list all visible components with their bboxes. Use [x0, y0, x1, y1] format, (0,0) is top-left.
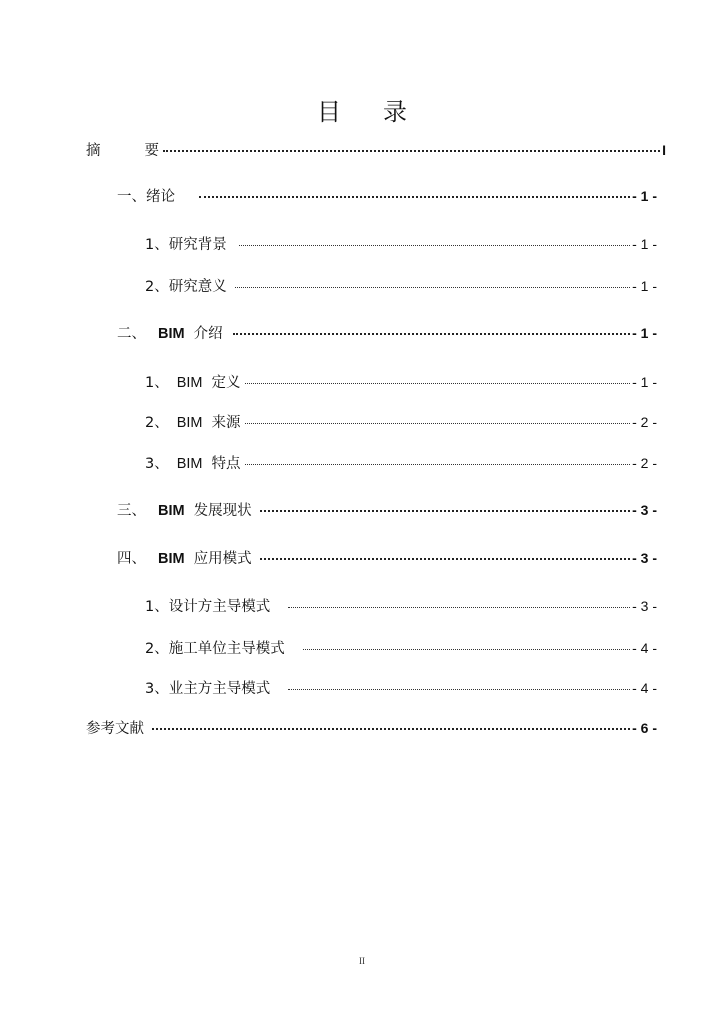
toc-leader-dots	[239, 233, 630, 249]
toc-entry-label: 参考文献	[86, 721, 144, 737]
toc-entry-label: 2、施工单位主导模式	[145, 641, 285, 657]
toc-entry-label: 3、 BIM 特点	[145, 456, 241, 472]
toc-title	[0, 92, 724, 127]
toc-page-number: - 1 -	[632, 325, 657, 341]
toc-leader-dots	[288, 595, 630, 611]
toc-leader-dots	[245, 452, 631, 468]
toc-title-char-1: 目	[317, 98, 341, 126]
toc-entry-bim-features[interactable]	[145, 452, 657, 474]
toc-page-number: - 3 -	[632, 598, 657, 614]
toc-page-number: I	[662, 142, 666, 158]
toc-entry-label: 2、 BIM 来源	[145, 415, 241, 431]
toc-leader-dots	[199, 185, 630, 201]
toc-leader-dots	[245, 411, 631, 427]
toc-entry-abstract[interactable]	[86, 139, 666, 161]
toc-page-number: - 1 -	[632, 188, 657, 204]
toc-entry-bim-introduction[interactable]	[117, 322, 657, 344]
toc-entry-bim-application[interactable]	[117, 547, 657, 569]
toc-page-number: - 1 -	[632, 236, 657, 252]
toc-leader-dots	[288, 677, 630, 693]
toc-leader-dots	[303, 637, 630, 653]
toc-page-number: - 4 -	[632, 640, 657, 656]
toc-entry-label: 四、 BIM 应用模式	[117, 551, 252, 567]
toc-page-number: - 3 -	[632, 550, 657, 566]
toc-entry-bim-development[interactable]	[117, 499, 657, 521]
toc-entry-contractor-led-mode[interactable]	[145, 637, 657, 659]
toc-page-number: - 3 -	[632, 502, 657, 518]
toc-entry-label: 1、设计方主导模式	[145, 599, 271, 615]
toc-entry-research-significance[interactable]	[145, 275, 657, 297]
toc-leader-dots	[260, 547, 631, 563]
toc-leader-dots	[235, 275, 630, 291]
toc-entry-label: 一、绪论	[117, 189, 175, 205]
toc-entry-research-background[interactable]	[145, 233, 657, 255]
toc-page-number: - 4 -	[632, 680, 657, 696]
toc-entry-designer-led-mode[interactable]	[145, 595, 657, 617]
toc-leader-dots	[260, 499, 631, 515]
toc-entry-label: 1、研究背景	[145, 237, 227, 253]
toc-leader-dots	[163, 139, 660, 155]
toc-title-char-2: 录	[383, 98, 407, 126]
toc-entry-bim-origin[interactable]	[145, 411, 657, 433]
toc-page-number: - 2 -	[632, 414, 657, 430]
toc-entry-label: 二、 BIM 介绍	[117, 326, 223, 342]
toc-entry-owner-led-mode[interactable]	[145, 677, 657, 699]
toc-leader-dots	[152, 717, 630, 733]
toc-page-number: - 6 -	[632, 720, 657, 736]
toc-page-number: - 2 -	[632, 455, 657, 471]
toc-entry-label: 摘 要	[86, 143, 159, 159]
toc-entry-label: 2、研究意义	[145, 279, 227, 295]
toc-leader-dots	[245, 371, 631, 387]
page-footer-number: II	[359, 956, 365, 966]
toc-page-number: - 1 -	[632, 374, 657, 390]
toc-entry-references[interactable]	[86, 717, 657, 739]
toc-leader-dots	[233, 322, 631, 338]
toc-entry-label: 三、 BIM 发展现状	[117, 503, 252, 519]
toc-entry-label: 1、 BIM 定义	[145, 375, 241, 391]
toc-page-number: - 1 -	[632, 278, 657, 294]
toc-entry-introduction[interactable]	[117, 185, 657, 207]
toc-entry-bim-definition[interactable]	[145, 371, 657, 393]
toc-entry-label: 3、业主方主导模式	[145, 681, 271, 697]
